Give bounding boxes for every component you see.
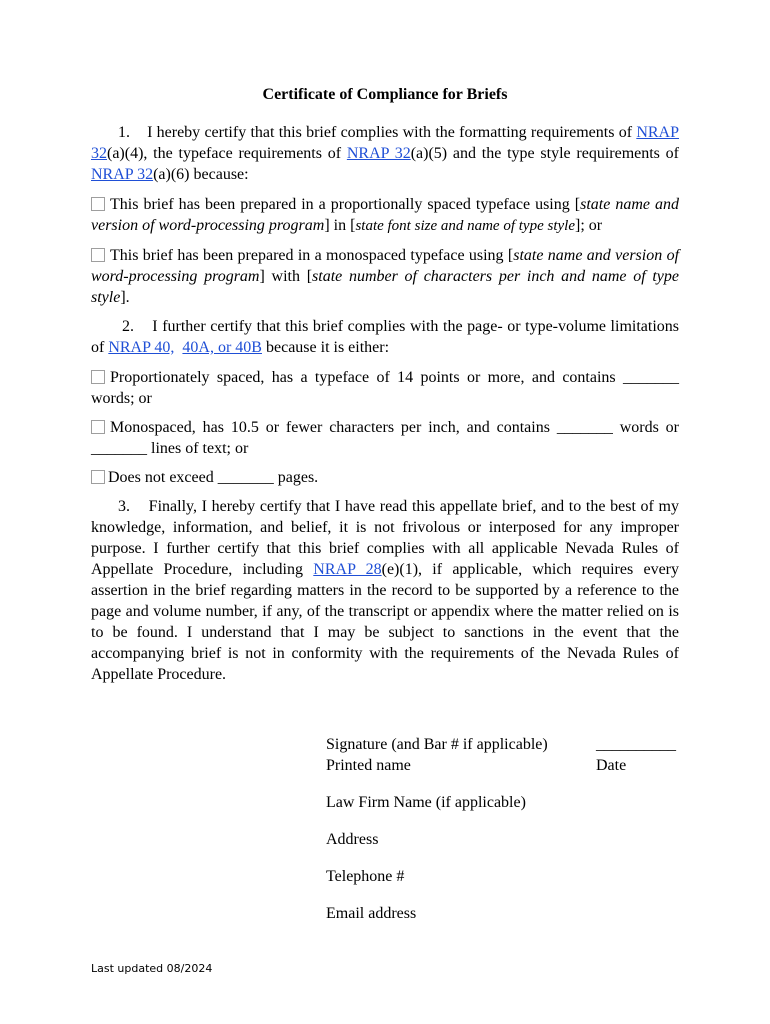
option-monospaced-typeface — [91, 245, 679, 308]
paragraph-text: (a)(6) because: — [153, 166, 249, 183]
address-label: Address — [326, 831, 379, 848]
printed-name-row — [326, 755, 686, 776]
page-title: Certificate of Compliance for Briefs — [262, 86, 508, 103]
option-text: This brief has been prepared in a monospaced typeface using [ — [110, 247, 514, 264]
option-monospaced — [91, 417, 679, 459]
signature-row — [326, 734, 686, 755]
law-firm-label: Law Firm Name (if applicable) — [326, 794, 526, 811]
nrap-40a-40b-link[interactable]: 40A, or 40B — [182, 339, 262, 356]
option-text: ] with [ — [259, 268, 313, 285]
option-page-limit — [91, 467, 679, 488]
option-proportional-typeface — [91, 194, 679, 237]
certificate-body — [91, 84, 679, 694]
option-text: Does not exceed _______ pages. — [108, 469, 319, 486]
date-label: Date — [596, 757, 627, 774]
option-placeholder: state name and version of word-processing program — [91, 196, 680, 234]
option-text: Proportionately spaced, has a typeface of 14 points or more, and contains _______ words; or — [91, 369, 679, 407]
option-text: Monospaced, has 10.5 or fewer characters per inch, and contains _______ words or _______ lines of text; or — [91, 419, 679, 457]
paragraph-text: Finally, I hereby certify that I have read this appellate brief, and to the best of my knowledge, information, and belief, it is not frivolous or interposed for any improper purpose. I further certify that this brief complies with all applicable Nevada Rules of Appellate Procedure, including — [91, 498, 679, 578]
email-label: Email address — [326, 905, 417, 922]
option-placeholder: state number of characters per inch and name of type style — [91, 268, 680, 306]
paragraph-3 — [91, 496, 679, 685]
checkbox-proportional-typeface[interactable] — [91, 197, 105, 211]
last-updated-footer: Last updated 08/2024 — [91, 962, 213, 975]
paragraph-number: 1. — [118, 124, 130, 141]
paragraph-number: 2. — [122, 318, 134, 335]
nrap-32-link[interactable]: NRAP 32 — [91, 124, 679, 162]
paragraph-text: (a)(5) and the type style requirements of — [410, 145, 680, 162]
option-text: ]. — [120, 289, 130, 306]
checkbox-proportionately-spaced[interactable] — [91, 370, 105, 384]
option-placeholder: state name and version of word-processing program — [91, 247, 680, 285]
checkbox-monospaced[interactable] — [91, 420, 105, 434]
nrap-40-link[interactable]: NRAP 40, — [108, 339, 175, 356]
option-text: This brief has been prepared in a proportionally spaced typeface using [ — [110, 196, 581, 213]
printed-name-label: Printed name — [326, 757, 411, 774]
option-proportionately-spaced — [91, 367, 679, 409]
nrap-28-link[interactable]: NRAP 28 — [313, 561, 382, 578]
checkbox-monospaced-typeface[interactable] — [91, 248, 105, 262]
paragraph-text: I further certify that this brief complies with the page- or type-volume limitations of — [91, 318, 680, 356]
option-placeholder: state font size and name of type style — [355, 218, 575, 234]
paragraph-2 — [91, 316, 679, 358]
paragraph-text: because it is either: — [265, 339, 390, 356]
option-text: ]; or — [574, 217, 603, 234]
option-text: ] in [ — [324, 217, 356, 234]
nrap-32-link[interactable]: NRAP 32 — [346, 145, 411, 162]
date-blank: __________ — [596, 736, 676, 753]
paragraph-number: 3. — [118, 498, 130, 515]
paragraph-text: (e)(1), if applicable, which requires every assertion in the brief regarding matters in the record to be supported by a reference to the page and volume number, if any, of the transcript or appendix where the matter relied on is to be found. I understand that I may be subject to sanctions in the event that the accompanying brief is not in conformity with the requirements of the Nevada Rules of Appellate Procedure. — [91, 561, 680, 683]
paragraph-text: I hereby certify that this brief complies with the formatting requirements of — [147, 124, 633, 141]
checkbox-page-limit[interactable] — [91, 470, 105, 484]
signature-block — [326, 734, 686, 924]
telephone-label: Telephone # — [326, 868, 405, 885]
nrap-32-link[interactable]: NRAP 32 — [91, 166, 154, 183]
paragraph-1 — [91, 122, 679, 185]
signature-label: Signature (and Bar # if applicable) — [326, 736, 548, 753]
paragraph-text: (a)(4), the typeface requirements of — [107, 145, 342, 162]
